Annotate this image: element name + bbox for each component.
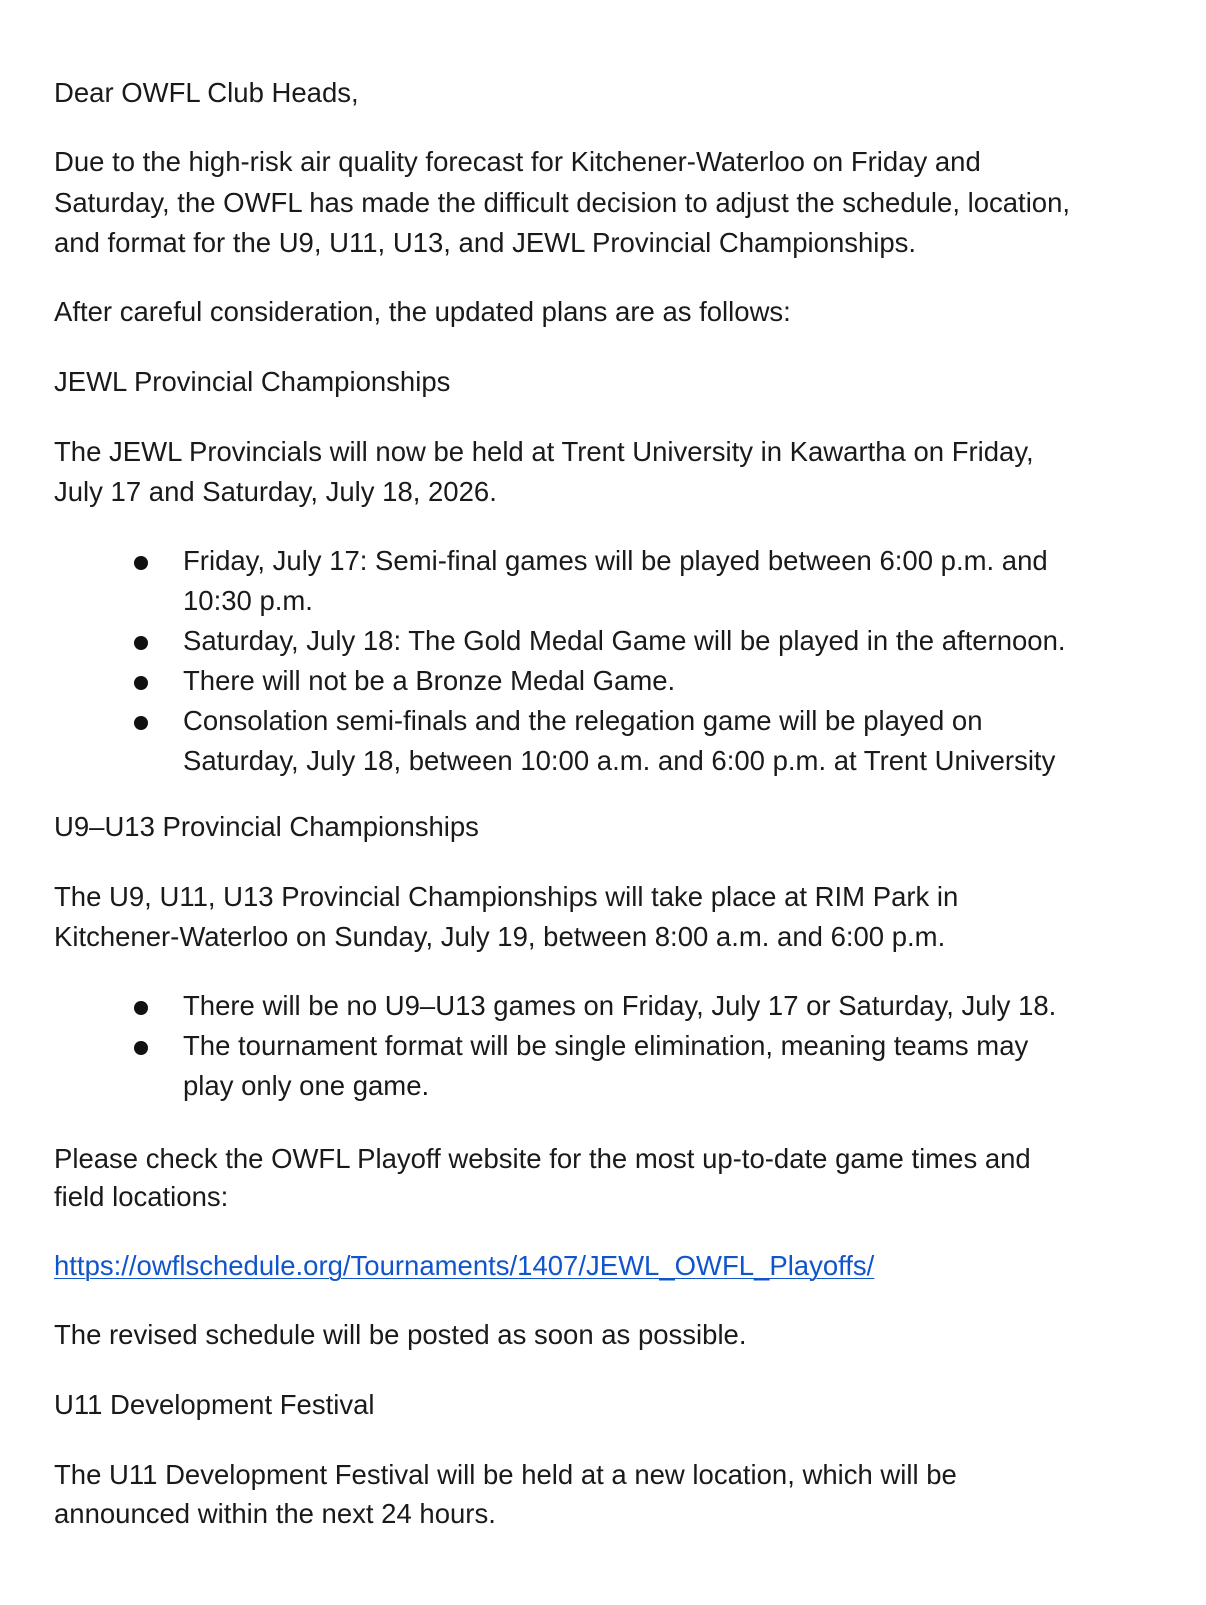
playoff-schedule-link[interactable]: https://owflschedule.org/Tournaments/1407/JEWL_OWFL_Playoffs/ <box>54 1250 875 1281</box>
website-note-line-2: field locations: <box>54 1181 229 1212</box>
revised-schedule-text: The revised schedule will be posted as soon as possible. <box>54 1319 747 1350</box>
jewl-bullet-1-line-1: Friday, July 17: Semi-final games will be played between 6:00 p.m. and <box>183 545 1048 576</box>
jewl-bullet-1-line-2: 10:30 p.m. <box>183 585 313 616</box>
u9-u13-bullet-2-line-1: The tournament format will be single elimination, meaning teams may <box>183 1030 1029 1061</box>
intro-line-1: Due to the high-risk air quality forecast for Kitchener-Waterloo on Friday and <box>54 146 981 177</box>
jewl-bullet-4-line-2: Saturday, July 18, between 10:00 a.m. and 6:00 p.m. at Trent University <box>183 745 1056 776</box>
u9-u13-body-line-2: Kitchener-Waterloo on Sunday, July 19, between 8:00 a.m. and 6:00 p.m. <box>54 921 946 952</box>
festival-heading: U11 Development Festival <box>54 1389 375 1420</box>
u9-u13-bullet-2-line-2: play only one game. <box>183 1070 430 1101</box>
festival-body-line-1: The U11 Development Festival will be held at a new location, which will be <box>54 1459 957 1490</box>
jewl-bullet-2: Saturday, July 18: The Gold Medal Game will be played in the afternoon. <box>183 625 1066 656</box>
jewl-bullet-4-line-1: Consolation semi-finals and the relegation game will be played on <box>183 705 983 736</box>
bullet-icon <box>134 1041 148 1055</box>
jewl-heading: JEWL Provincial Championships <box>54 366 451 397</box>
bullet-icon <box>134 636 148 650</box>
bullet-icon <box>134 676 148 690</box>
bullet-icon <box>134 556 148 570</box>
u9-u13-body-line-1: The U9, U11, U13 Provincial Championships will take place at RIM Park in <box>54 881 959 912</box>
bullet-icon <box>134 716 148 730</box>
updated-plans-text: After careful consideration, the updated plans are as follows: <box>54 296 791 327</box>
greeting: Dear OWFL Club Heads, <box>54 77 359 108</box>
jewl-body-line-2: July 17 and Saturday, July 18, 2026. <box>54 476 497 507</box>
festival-body-line-2: announced within the next 24 hours. <box>54 1498 496 1529</box>
intro-line-2: Saturday, the OWFL has made the difficult decision to adjust the schedule, location, <box>54 187 1071 218</box>
jewl-bullet-3: There will not be a Bronze Medal Game. <box>183 665 676 696</box>
website-note-line-1: Please check the OWFL Playoff website for the most up-to-date game times and <box>54 1143 1031 1174</box>
intro-line-3: and format for the U9, U11, U13, and JEWL Provincial Championships. <box>54 227 917 258</box>
u9-u13-bullet-1: There will be no U9–U13 games on Friday, July 17 or Saturday, July 18. <box>183 990 1057 1021</box>
u9-u13-heading: U9–U13 Provincial Championships <box>54 811 479 842</box>
bullet-icon <box>134 1001 148 1015</box>
jewl-body-line-1: The JEWL Provincials will now be held at Trent University in Kawartha on Friday, <box>54 436 1034 467</box>
